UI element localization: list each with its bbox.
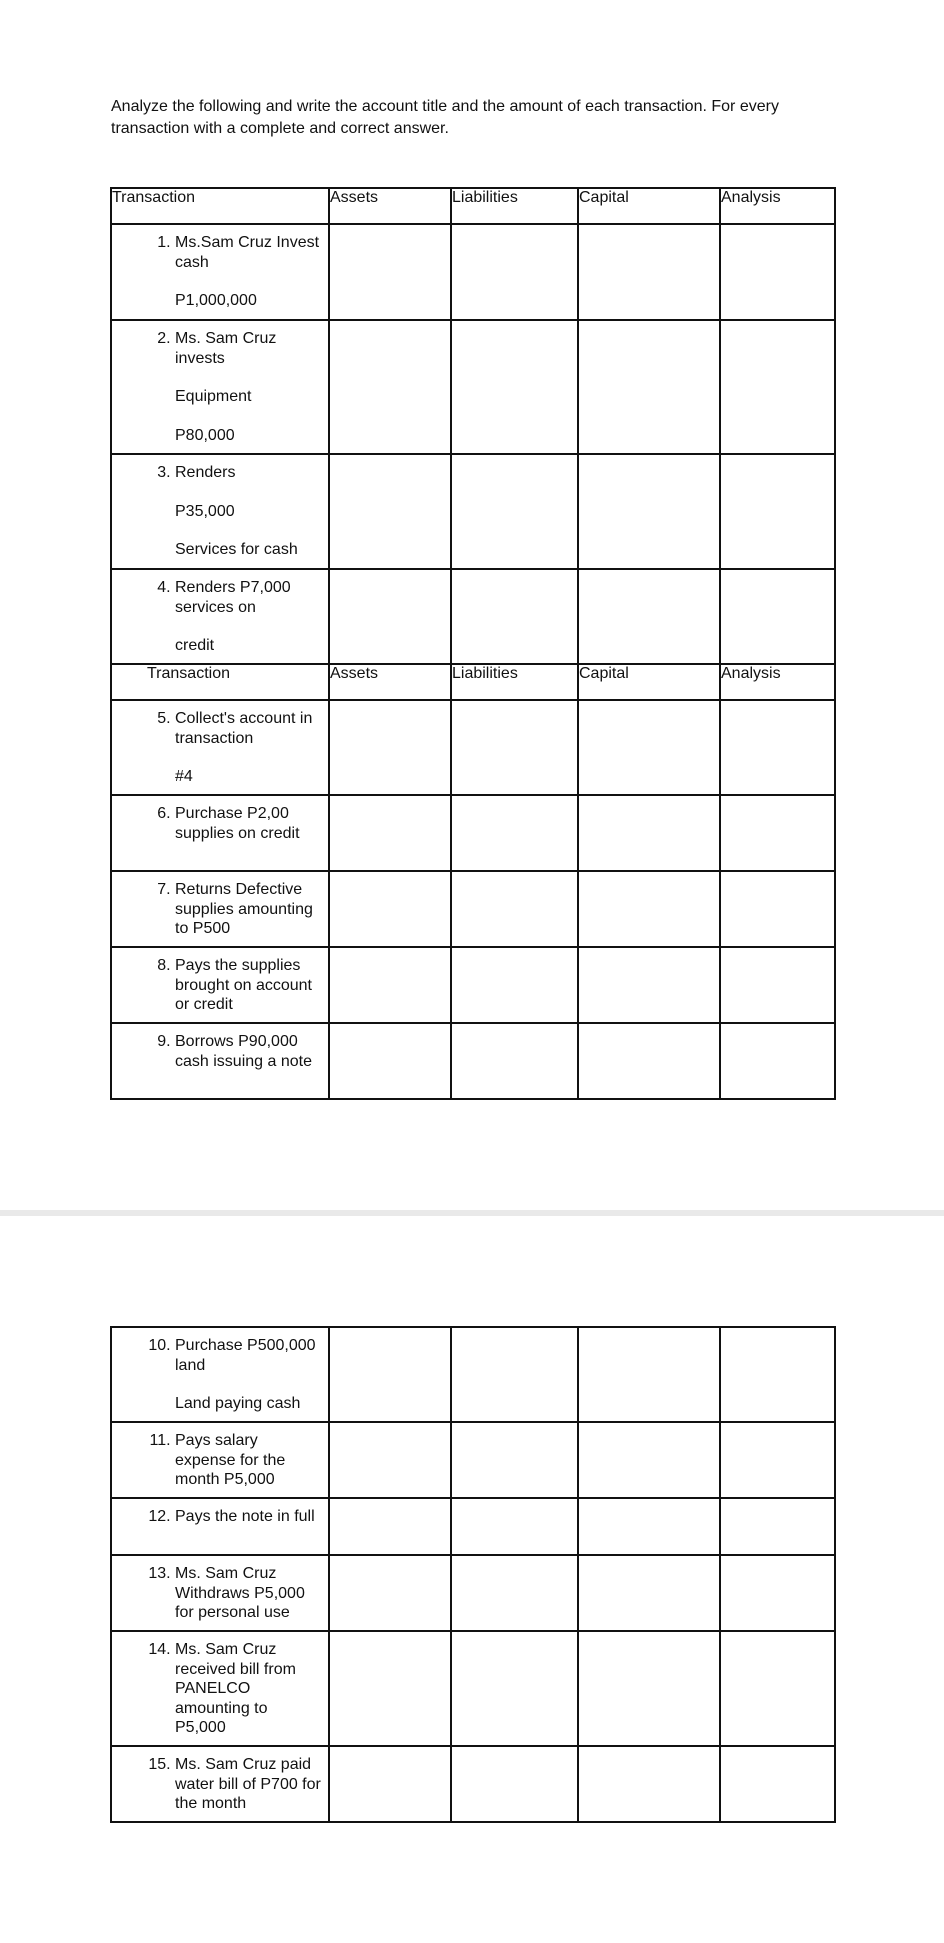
table-row [111, 1023, 835, 1099]
transaction-text: Pays the supplies brought on account or credit [175, 957, 312, 1013]
capital-cell[interactable] [578, 871, 720, 947]
capital-cell[interactable] [578, 947, 720, 1023]
header-capital: Capital [578, 188, 720, 224]
assets-cell[interactable] [329, 795, 451, 871]
liabilities-cell[interactable] [451, 1631, 578, 1746]
capital-cell[interactable] [578, 1555, 720, 1631]
transaction-text: Pays salary expense for the month P5,000 [175, 1432, 286, 1488]
table-row [111, 1631, 835, 1746]
table-header-row-repeat [111, 664, 835, 700]
assets-cell[interactable] [329, 320, 451, 454]
table-row [111, 1555, 835, 1631]
transaction-cell [111, 1327, 329, 1422]
transaction-cell [111, 700, 329, 795]
analysis-cell[interactable] [720, 1631, 835, 1746]
table-row [111, 947, 835, 1023]
table-row [111, 1327, 835, 1422]
table-row [111, 795, 835, 871]
transaction-amount: P80,000 [175, 426, 235, 444]
assets-cell[interactable] [329, 1327, 451, 1422]
analysis-cell[interactable] [720, 1327, 835, 1422]
page-2 [0, 1216, 944, 1943]
transaction-text: Ms. Sam Cruz Withdraws P5,000 for personal use [175, 1565, 305, 1621]
analysis-cell[interactable] [720, 1023, 835, 1099]
transaction-cell [111, 1422, 329, 1498]
capital-cell[interactable] [578, 1746, 720, 1822]
capital-cell[interactable] [578, 454, 720, 569]
transaction-text: Renders [175, 464, 236, 481]
liabilities-cell[interactable] [451, 224, 578, 320]
capital-cell[interactable] [578, 224, 720, 320]
transaction-detail: credit [175, 637, 215, 654]
assets-cell[interactable] [329, 224, 451, 320]
header-capital: Capital [578, 664, 720, 700]
capital-cell[interactable] [578, 1422, 720, 1498]
table-row [111, 1498, 835, 1555]
capital-cell[interactable] [578, 569, 720, 664]
table-row [111, 871, 835, 947]
transaction-cell [111, 1023, 329, 1099]
instructions-text: Analyze the following and write the account title and the amount of each transaction. For every transaction with a complete and correct answer. [111, 98, 779, 137]
header-assets: Assets [329, 188, 451, 224]
capital-cell[interactable] [578, 1327, 720, 1422]
table-row [111, 569, 835, 664]
assets-cell[interactable] [329, 1746, 451, 1822]
liabilities-cell[interactable] [451, 1498, 578, 1555]
table-row [111, 320, 835, 454]
liabilities-cell[interactable] [451, 795, 578, 871]
transaction-text: Ms. Sam Cruz received bill from PANELCO amounting to P5,000 [175, 1641, 296, 1736]
liabilities-cell[interactable] [451, 1327, 578, 1422]
header-transaction: Transaction [111, 188, 329, 224]
transaction-cell [111, 871, 329, 947]
transaction-cell [111, 1555, 329, 1631]
capital-cell[interactable] [578, 1498, 720, 1555]
transaction-detail: Services for cash [175, 541, 298, 558]
assets-cell[interactable] [329, 569, 451, 664]
transaction-text: Ms.Sam Cruz Invest cash [175, 234, 320, 271]
header-transaction: Transaction [111, 664, 329, 700]
transaction-cell [111, 1746, 329, 1822]
transaction-cell [111, 224, 329, 320]
liabilities-cell[interactable] [451, 320, 578, 454]
transaction-cell [111, 947, 329, 1023]
transaction-text: Ms. Sam Cruz paid water bill of P700 for the month [175, 1756, 321, 1812]
assets-cell[interactable] [329, 1422, 451, 1498]
liabilities-cell[interactable] [451, 1023, 578, 1099]
analysis-cell[interactable] [720, 569, 835, 664]
capital-cell[interactable] [578, 320, 720, 454]
table-row [111, 700, 835, 795]
liabilities-cell[interactable] [451, 700, 578, 795]
transaction-cell [111, 795, 329, 871]
liabilities-cell[interactable] [451, 569, 578, 664]
analysis-cell[interactable] [720, 871, 835, 947]
capital-cell[interactable] [578, 1023, 720, 1099]
table-header-row [111, 188, 835, 224]
analysis-cell[interactable] [720, 224, 835, 320]
assets-cell[interactable] [329, 871, 451, 947]
liabilities-cell[interactable] [451, 1555, 578, 1631]
transaction-text: Ms. Sam Cruz invests [175, 330, 277, 367]
transaction-text: Borrows P90,000 cash issuing a note [175, 1033, 312, 1070]
liabilities-cell[interactable] [451, 1746, 578, 1822]
transaction-text: Collect's account in transaction [175, 710, 313, 747]
liabilities-cell[interactable] [451, 947, 578, 1023]
header-analysis: Analysis [720, 188, 835, 224]
transaction-text: Pays the note in full [175, 1508, 315, 1525]
table-row [111, 224, 835, 320]
transaction-cell [111, 454, 329, 569]
transaction-detail: Land paying cash [175, 1395, 301, 1412]
liabilities-cell[interactable] [451, 1422, 578, 1498]
transaction-detail: #4 [175, 768, 193, 785]
analysis-cell[interactable] [720, 320, 835, 454]
transaction-cell [111, 569, 329, 664]
capital-cell[interactable] [578, 700, 720, 795]
table-row [111, 454, 835, 569]
transaction-cell [111, 1631, 329, 1746]
assets-cell[interactable] [329, 1631, 451, 1746]
analysis-cell[interactable] [720, 1422, 835, 1498]
assets-cell[interactable] [329, 1555, 451, 1631]
assets-cell[interactable] [329, 947, 451, 1023]
transaction-amount: P35,000 [175, 502, 235, 520]
transaction-table-1 [110, 187, 836, 1100]
assets-cell[interactable] [329, 454, 451, 569]
header-liabilities: Liabilities [451, 188, 578, 224]
analysis-cell[interactable] [720, 1498, 835, 1555]
analysis-cell[interactable] [720, 1555, 835, 1631]
assets-cell[interactable] [329, 1498, 451, 1555]
transaction-table-2 [110, 1326, 836, 1823]
analysis-cell[interactable] [720, 947, 835, 1023]
transaction-detail: Equipment [175, 388, 252, 405]
transaction-amount: P1,000,000 [175, 292, 257, 309]
transaction-text: Purchase P500,000 land [175, 1337, 316, 1374]
analysis-cell[interactable] [720, 1746, 835, 1822]
transaction-cell [111, 320, 329, 454]
transaction-text: Purchase P2,00 supplies on credit [175, 805, 300, 842]
capital-cell[interactable] [578, 795, 720, 871]
analysis-cell[interactable] [720, 795, 835, 871]
analysis-cell[interactable] [720, 700, 835, 795]
transaction-text: Renders P7,000 services on [175, 579, 291, 616]
analysis-cell[interactable] [720, 454, 835, 569]
header-liabilities: Liabilities [451, 664, 578, 700]
table-row [111, 1422, 835, 1498]
liabilities-cell[interactable] [451, 871, 578, 947]
header-assets: Assets [329, 664, 451, 700]
transaction-text: Returns Defective supplies amounting to P500 [175, 881, 313, 937]
transaction-cell [111, 1498, 329, 1555]
assets-cell[interactable] [329, 1023, 451, 1099]
capital-cell[interactable] [578, 1631, 720, 1746]
header-analysis: Analysis [720, 664, 835, 700]
table-row [111, 1746, 835, 1822]
liabilities-cell[interactable] [451, 454, 578, 569]
assets-cell[interactable] [329, 700, 451, 795]
